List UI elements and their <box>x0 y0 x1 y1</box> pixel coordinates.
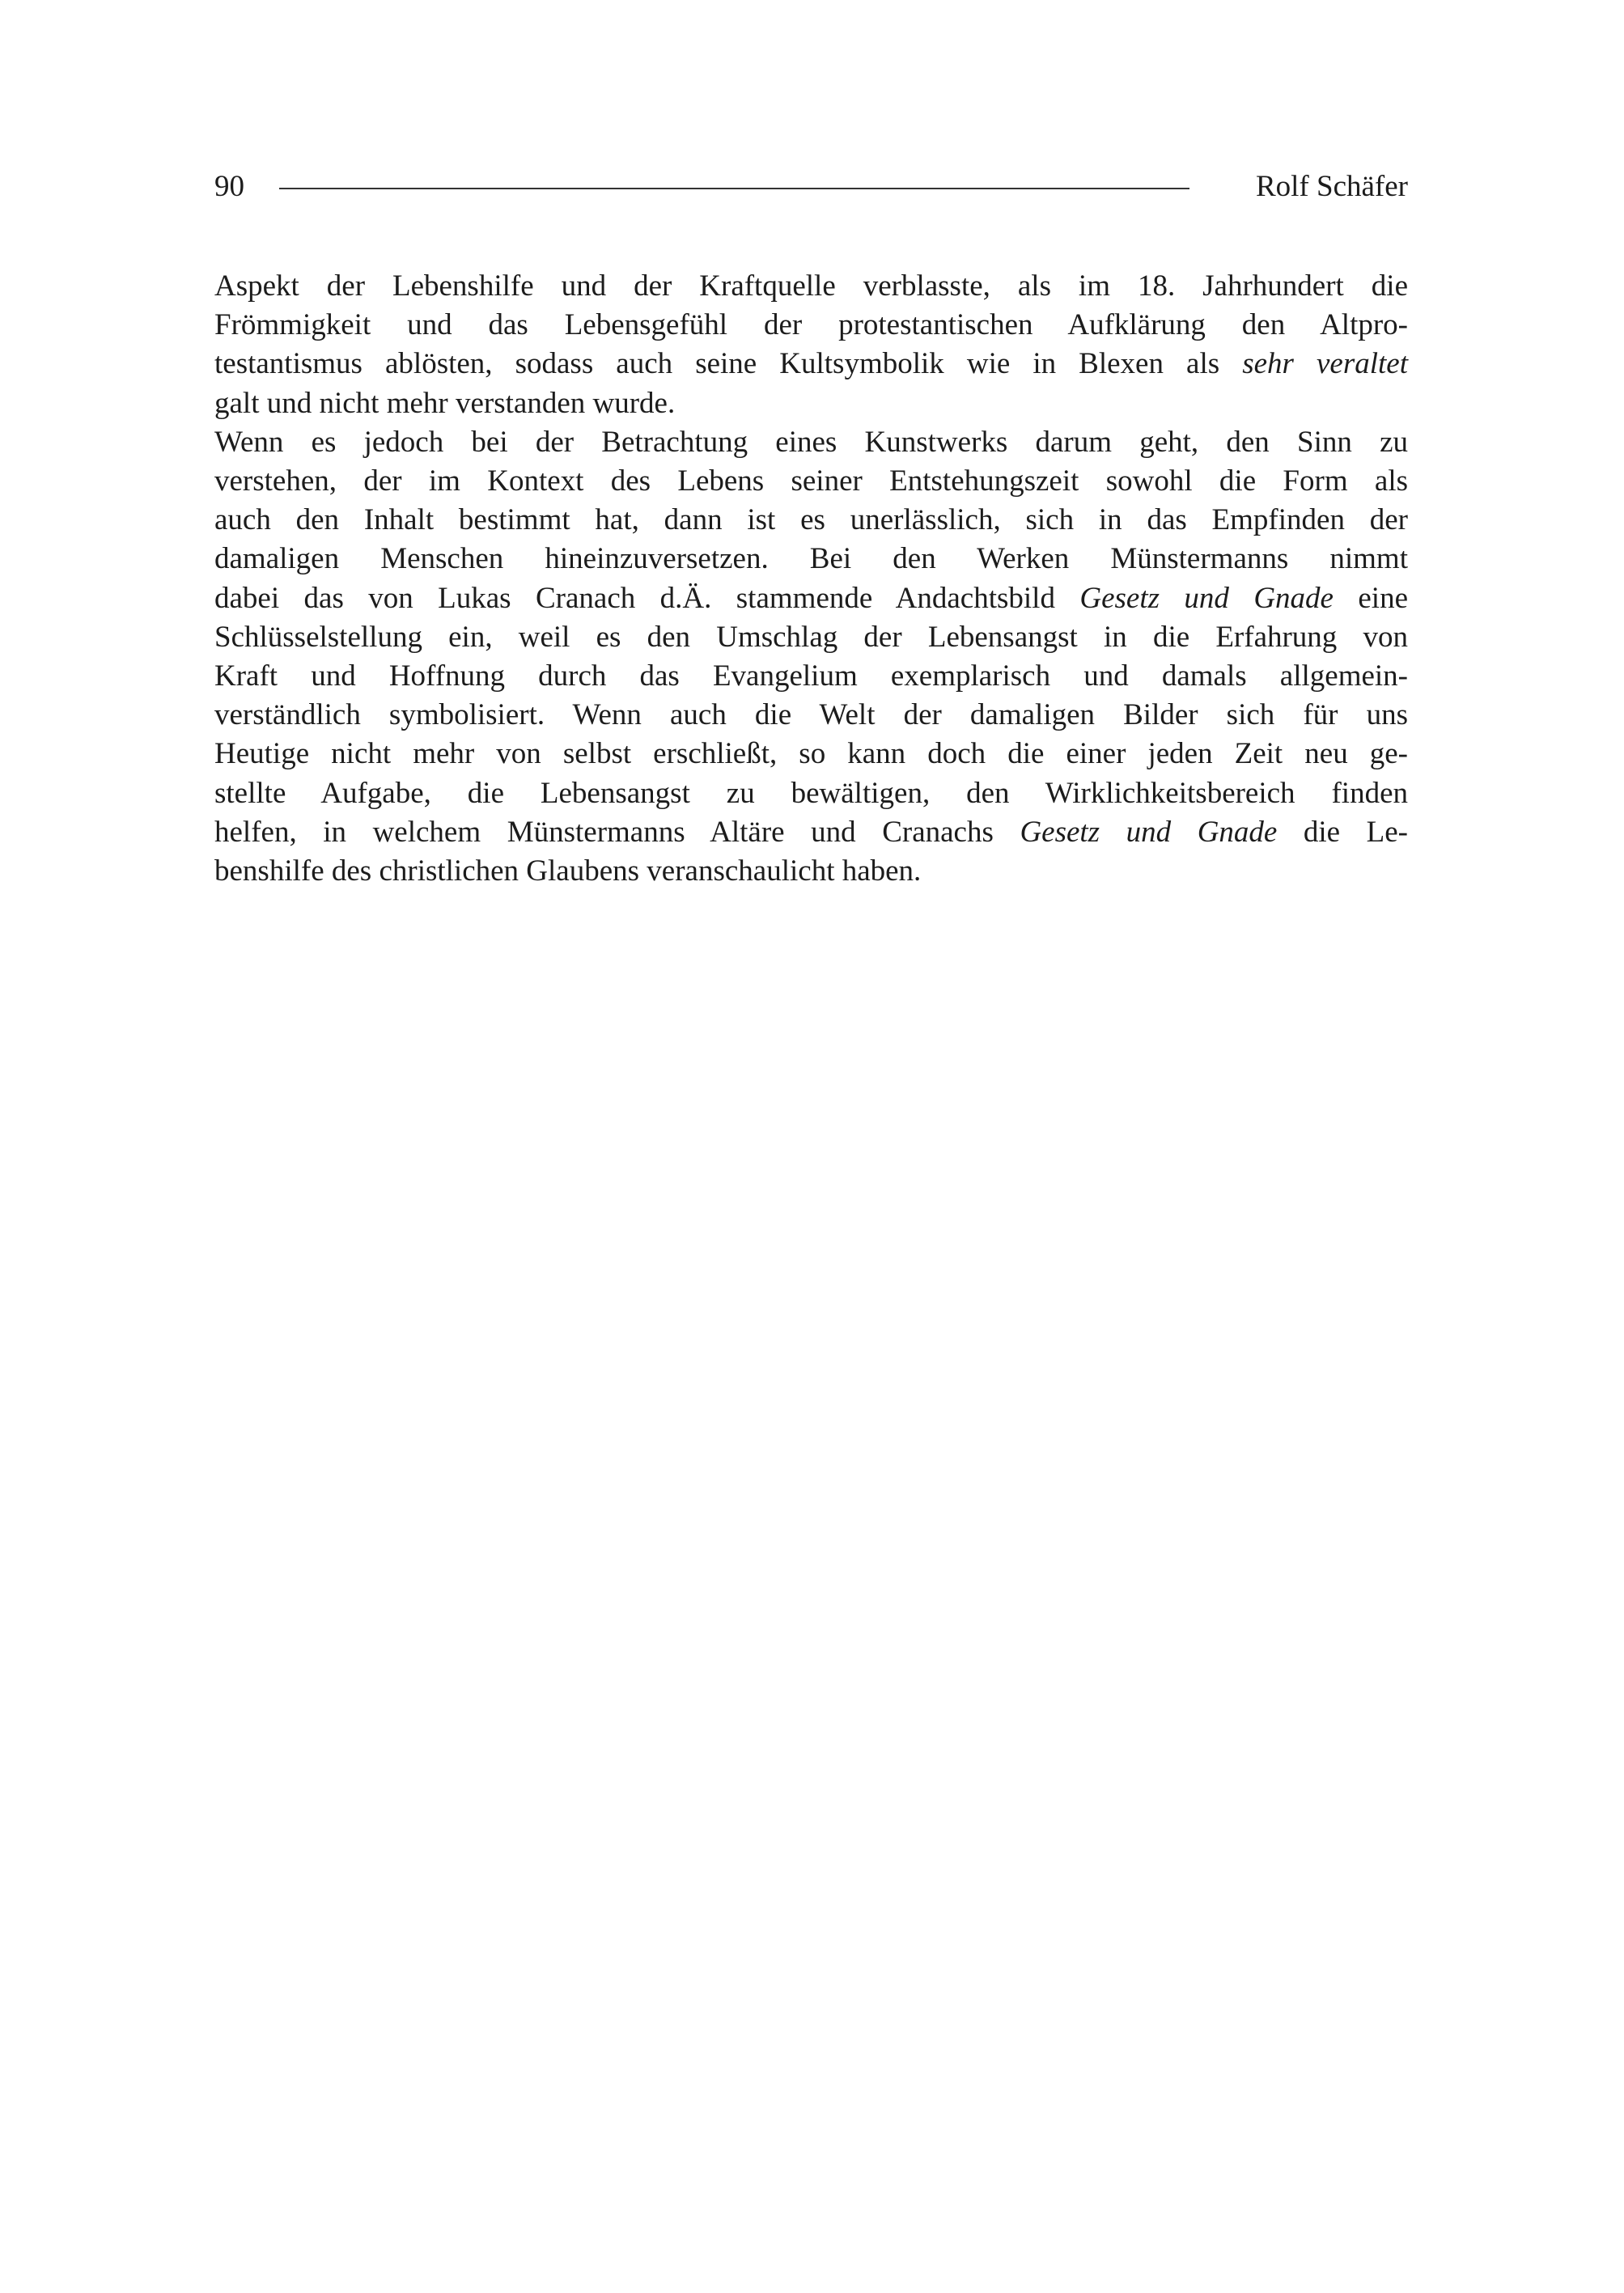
header-rule <box>279 188 1189 189</box>
italic-phrase: sehr veraltet <box>1242 347 1408 381</box>
text-segment: auch den Inhalt bestimmt hat, dann ist es unerlässlich, sich in das Empfinden der <box>214 503 1408 537</box>
text-line <box>214 852 1408 891</box>
text-segment: galt und nicht mehr verstanden wurde. <box>214 386 676 420</box>
text-segment: benshilfe des christlichen Glaubens veranschaulicht haben. <box>214 854 922 888</box>
text-line <box>214 462 1408 501</box>
text-line <box>214 345 1408 384</box>
text-line <box>214 267 1408 306</box>
text-segment: dabei das von Lukas Cranach d.Ä. stammende Andachtsbild <box>214 581 1080 615</box>
text-line <box>214 735 1408 774</box>
text-line <box>214 657 1408 696</box>
text-segment: Frömmigkeit und das Lebensgefühl der protestantischen Aufklärung den Altpro- <box>214 308 1408 342</box>
text-segment: verständlich symbolisiert. Wenn auch die Welt der damaligen Bilder sich für uns <box>214 698 1408 732</box>
text-line <box>214 384 1408 423</box>
text-segment: helfen, in welchem Münstermanns Altäre und Cranachs <box>214 815 1020 849</box>
text-line <box>214 774 1408 813</box>
italic-phrase: Gesetz und Gnade <box>1079 581 1334 615</box>
text-line <box>214 540 1408 579</box>
page-number: 90 <box>214 170 244 203</box>
text-line <box>214 306 1408 345</box>
running-head-author: Rolf Schäfer <box>1255 170 1408 203</box>
text-line <box>214 579 1408 618</box>
text-line <box>214 618 1408 657</box>
text-segment: verstehen, der im Kontext des Lebens seiner Entstehungszeit sowohl die Form als <box>214 464 1408 498</box>
text-segment: Aspekt der Lebenshilfe und der Kraftquelle verblasste, als im 18. Jahrhundert die <box>214 269 1408 303</box>
text-segment: Schlüsselstellung ein, weil es den Umschlag der Lebensangst in die Erfahrung von <box>214 620 1408 654</box>
text-segment: testantismus ablösten, sodass auch seine Kultsymbolik wie in Blexen als <box>214 347 1243 381</box>
text-segment: Wenn es jedoch bei der Betrachtung eines Kunstwerks darum geht, den Sinn zu <box>214 425 1408 459</box>
text-segment: Heutige nicht mehr von selbst erschließt, so kann doch die einer jeden Zeit neu ge- <box>214 737 1408 771</box>
text-line <box>214 501 1408 540</box>
italic-phrase: Gesetz und Gnade <box>1020 815 1278 849</box>
running-head <box>214 166 1408 208</box>
body-text <box>214 267 1408 891</box>
text-segment: damaligen Menschen hineinzuversetzen. Bei den Werken Münstermanns nimmt <box>214 542 1408 576</box>
text-line <box>214 423 1408 462</box>
text-segment: stellte Aufgabe, die Lebensangst zu bewältigen, den Wirklichkeitsbereich finden <box>214 776 1408 810</box>
text-segment: die Le- <box>1277 815 1409 849</box>
text-line <box>214 696 1408 735</box>
text-line <box>214 813 1408 852</box>
text-segment: Kraft und Hoffnung durch das Evangelium exemplarisch und damals allgemein- <box>214 659 1408 693</box>
text-segment: eine <box>1333 581 1409 615</box>
